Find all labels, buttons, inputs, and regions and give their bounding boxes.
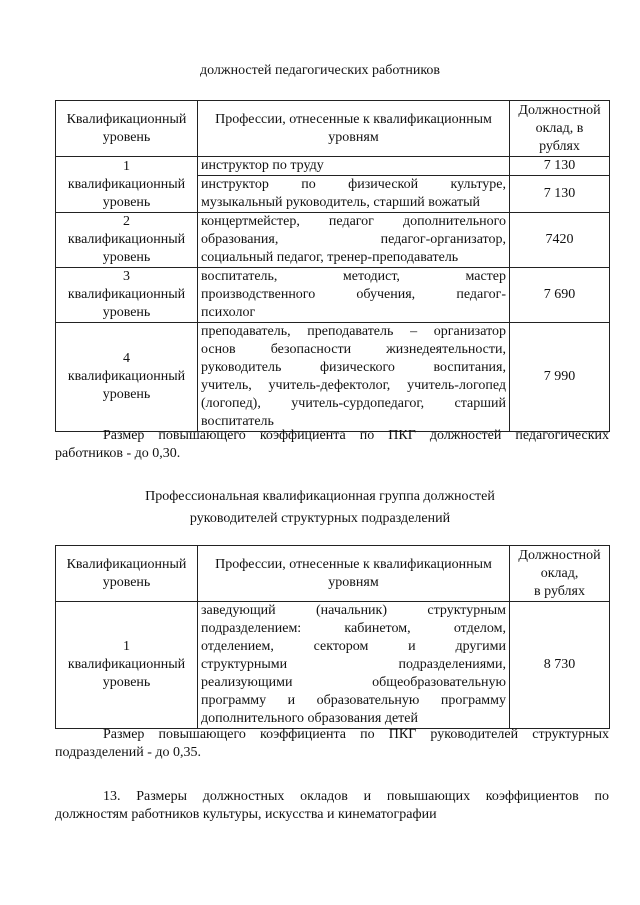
header-level: Квалификационный уровень (56, 546, 198, 602)
table-header-row (56, 546, 610, 602)
table-row (56, 602, 610, 729)
salary-cell: 7 130 (510, 176, 610, 213)
profession-cell: концертмейстер, педагог дополнительного образования, педагог-организатор, социальный педагог, тренер-преподаватель (198, 213, 510, 268)
table-header-row (56, 101, 610, 157)
level-cell: 1 квалификационный уровень (56, 602, 198, 729)
section2-title-line1: Профессиональная квалификационная группа должностей (145, 489, 495, 504)
coefficient-note-1: Размер повышающего коэффициента по ПКГ должностей педагогических работников - до 0,30. (55, 428, 609, 461)
header-salary: Должностной оклад, в рублях (510, 546, 610, 602)
header-profession: Профессии, отнесенные к квалификационным уровням (198, 546, 510, 602)
header-level: Квалификационный уровень (56, 101, 198, 157)
profession-cell: инструктор по физической культуре, музыкальный руководитель, старший вожатый (198, 176, 510, 213)
salary-cell: 7 690 (510, 268, 610, 323)
salary-cell: 7 130 (510, 157, 610, 176)
salary-cell: 7 990 (510, 323, 610, 432)
salary-cell: 8 730 (510, 602, 610, 729)
table-row (56, 323, 610, 432)
table-row (56, 157, 610, 176)
profession-cell: преподаватель, преподаватель – организатор основ безопасности жизнедеятельности, руководитель физического воспитания, учитель, учитель-дефектолог, учитель-логопед (логопед), учитель-сурдопедагог, старший воспитатель (198, 323, 510, 432)
level-cell: 3 квалификационный уровень (56, 268, 198, 323)
table-unit-heads (55, 545, 610, 729)
profession-cell: заведующий (начальник) структурным подразделением: кабинетом, отделом, отделением, сектором и другими структурными подразделениями, реализующими общеобразовательную программу и образовательную программу дополнительного образования детей (198, 602, 510, 729)
coefficient-note-2: Размер повышающего коэффициента по ПКГ руководителей структурных подразделений - до 0,35. (55, 727, 609, 760)
level-cell: 4 квалификационный уровень (56, 323, 198, 432)
level-cell: 2 квалификационный уровень (56, 213, 198, 268)
level-cell: 1 квалификационный уровень (56, 157, 198, 213)
section2-title-line2: руководителей структурных подразделений (189, 511, 451, 526)
salary-cell: 7420 (510, 213, 610, 268)
header-salary: Должностной оклад, в рублях (510, 101, 610, 157)
table-row (56, 268, 610, 323)
profession-cell: воспитатель, методист, мастер производственного обучения, педагог- психолог (198, 268, 510, 323)
header-profession: Профессии, отнесенные к квалификационным уровням (198, 101, 510, 157)
paragraph-13: 13. Размеры должностных окладов и повышающих коэффициентов по должностям работников культуры, искусства и кинематографии (55, 789, 609, 822)
table-pedagogical-workers (55, 100, 610, 432)
section1-title: должностей педагогических работников (199, 63, 441, 78)
table-row (56, 213, 610, 268)
profession-cell: инструктор по труду (198, 157, 510, 176)
